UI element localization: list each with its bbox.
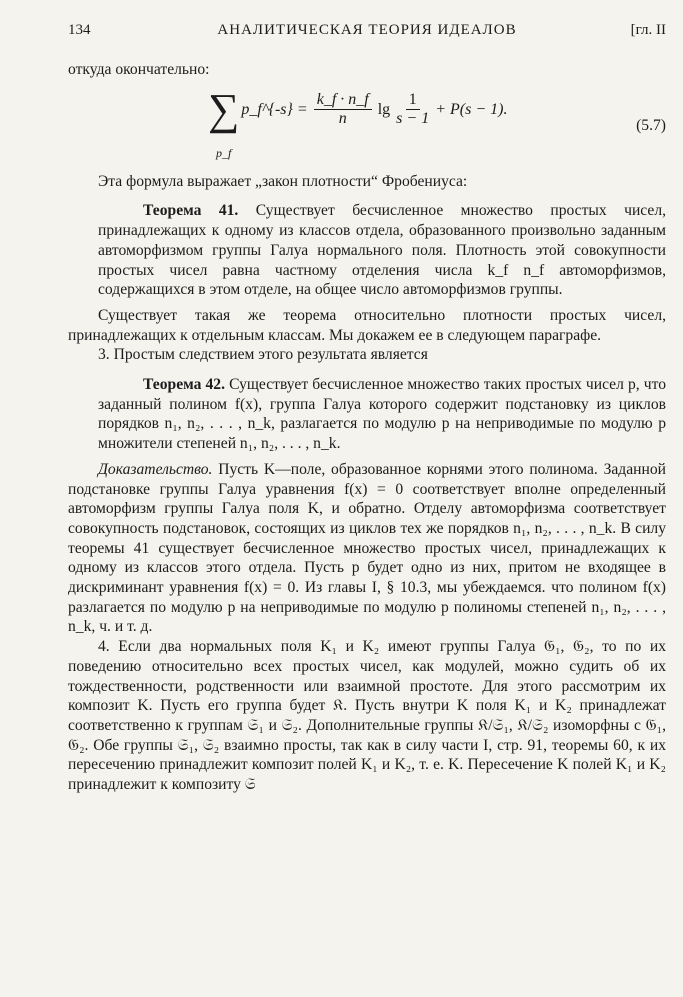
equation-number: (5.7) (636, 116, 666, 134)
theorem-42-title: Теорема 42. (143, 376, 226, 394)
theorem-42 (98, 375, 666, 454)
sigma-subscript: p_f (216, 145, 232, 160)
chapter-label: [гл. II (630, 22, 666, 38)
fraction-denominator: n (338, 110, 347, 128)
theorem-42-text: Существует бесчисленное множество таких простых чисел p, что заданный полином f(x), группа Галуа которого содержит подстановку из циклов порядков n₁, n₂, . . . , n_k, разлагается по модулю p на неприводимые по модулю p множители степеней n₁, n₂, . . . , n_k. (98, 376, 666, 453)
page-number: 134 (68, 22, 91, 38)
formula-lhs: p_f^{-s} = (241, 100, 308, 118)
formula-rhs: + P(s − 1). (435, 100, 508, 118)
paragraph-corollary: 3. Простым следствием этого результата является (98, 346, 428, 364)
running-title: АНАЛИТИЧЕСКАЯ ТЕОРИЯ ИДЕАЛОВ (217, 22, 517, 38)
formula-5-7 (68, 80, 666, 172)
paragraph-frobenius: Эта формула выражает „закон плотности“ Фробениуса: (98, 172, 468, 190)
theorem-41 (98, 201, 666, 300)
sigma-symbol: ∑ (208, 84, 240, 134)
fraction-numerator: 1 (406, 91, 420, 110)
proof-paragraph (68, 460, 666, 637)
page-body (68, 60, 666, 795)
paragraph-density: Существует такая же теорема относительно плотности простых чисел, принадлежащих к отдельным классам. Мы докажем ее в следующем параграфе. (68, 306, 666, 344)
theorem-41-title: Теорема 41. (143, 202, 239, 220)
proof-text: Пусть K—поле, образованное корнями этого полинома. Заданной подстановке группы Галуа уравнения f(x) = 0 соответствует вполне определенный автоморфизм группы Галуа поля K, и обратно. Отделу автоморфизма соответствует совокупность подстановок, состоящих из циклов тех же порядков n₁, n₂, . . . , n_k. В силу теоремы 41 существует бесчисленное множество простых чисел, принадлежащих к одному из классов этого отдела. Пусть p будет одно из них, притом не входящее в дискриминант уравнения f(x) = 0. Из главы I, § 10.3, мы убеждаемся. что полином f(x) разлагается по модулю p на неприводимые по модулю p полиномы степеней n₁, n₂, . . . , n_k, ч. и т. д. (68, 460, 666, 636)
log-symbol: lg (377, 100, 391, 118)
fraction-log-argument (396, 91, 429, 128)
fraction-density (314, 91, 372, 128)
lead-in-text: откуда окончательно: (68, 61, 210, 78)
paragraph-normal-fields: 4. Если два нормальных поля K₁ и K₂ имеют группы Галуа 𝔊₁, 𝔊₂, то по их поведению относительно всех простых чисел, как модулей, можно судить об их тождественности, родственности или взаимной простоте. Для этого рассмотрим их композит K. Пусть его группа будет 𝔎. Пусть внутри K поля K₁ и K₂ принадлежат соответственно к группам 𝔖₁ и 𝔖₂. Дополнительные группы 𝔎/𝔖₁, 𝔎/𝔖₂ изоморфны с 𝔊₁, 𝔊₂. Обе группы 𝔖₁, 𝔖₂ взаимно просты, так как в силу части I, стр. 91, теоремы 60, к их пересечению принадлежит композит полей K₁ и K₂, т. е. K. Пересечение K полей K₁ и K₂ принадлежит к композиту 𝔖 (68, 638, 666, 794)
fraction-denominator: s − 1 (396, 110, 430, 128)
fraction-numerator: k_f · n_f (314, 91, 372, 110)
proof-label: Доказательство. (98, 460, 213, 478)
page-header (68, 22, 666, 46)
theorem-41-text: Существует бесчисленное множество простых чисел, принадлежащих к одному из классов отдела, образованного произвольно заданным автоморфизмом группы Галуа нормального поля. Плотность этой совокупности простых чисел равна частному отделения числа k_f n_f автоморфизмов, содержащихся в этом отделе, на общее число автоморфизмов группы. (98, 202, 667, 299)
